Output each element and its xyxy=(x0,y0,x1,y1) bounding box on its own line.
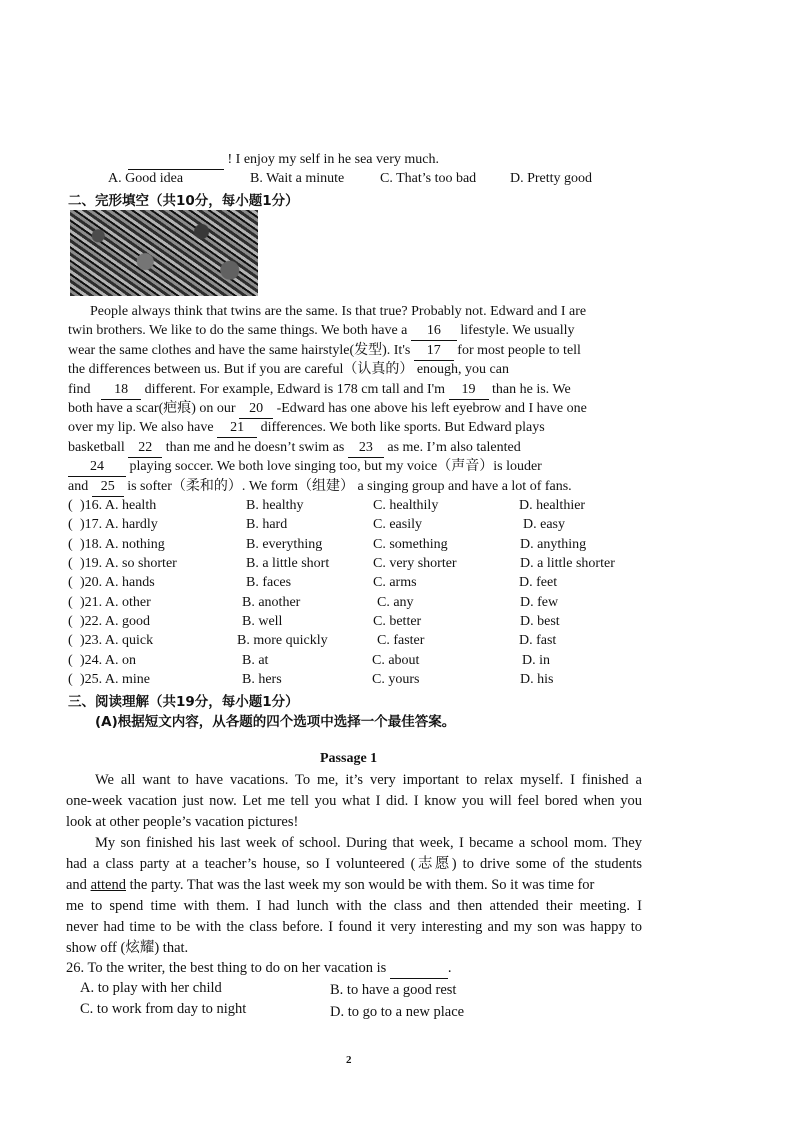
passage-line: show off (炫耀) that. xyxy=(66,940,189,956)
cloze-line: over my lip. We also have 21 differences. We both like sports. But Edward plays xyxy=(68,418,545,438)
section3-instruction: (A)根据短文内容，从各题的四个选项中选择一个最佳答案。 xyxy=(95,714,456,730)
option-d: D. healthier xyxy=(519,498,586,513)
twins-photo xyxy=(70,210,258,296)
cloze-line: find 18 different. For example, Edward is 178 cm tall and I'm 19 than he is. We xyxy=(68,380,571,400)
passage-line: We all want to have vacations. To me, it’s very important to relax myself. I finished a xyxy=(95,772,642,788)
passage-line: me to spend time with them. I had lunch with the class and then attended their meeting. I xyxy=(66,898,642,914)
option-d: D. anything xyxy=(520,537,587,552)
cloze-line: People always think that twins are the same. Is that true? Probably not. Edward and I are xyxy=(90,304,587,319)
passage-line: My son finished his last week of school. During that week, I became a school mom. They xyxy=(95,835,642,851)
cloze-question: ( )16. A. health B. healthy C. healthily D. healthier xyxy=(68,498,586,513)
option-a: )23. A. quick xyxy=(80,633,154,648)
blank-22: 22 xyxy=(128,438,162,458)
option-a: )20. A. hands xyxy=(80,575,155,590)
option-a: )24. A. on xyxy=(80,653,136,668)
section3-heading: 三、阅读理解（共19分，每小题1分） xyxy=(68,694,299,710)
cloze-question: ( )21. A. other B. another C. any D. few xyxy=(68,595,559,610)
option-a: )16. A. health xyxy=(80,498,157,513)
question-26: 26. To the writer, the best thing to do on her vacation is . xyxy=(66,958,452,979)
blank-16: 16 xyxy=(411,321,457,341)
passage-title: Passage 1 xyxy=(320,751,378,766)
option-d: D. a little shorter xyxy=(520,556,615,571)
option-a: )18. A. nothing xyxy=(80,537,165,552)
option-a: )22. A. good xyxy=(80,614,150,629)
option-c: C. very shorter xyxy=(373,556,457,571)
option-c: C. something xyxy=(373,537,448,552)
option-b: B. faces xyxy=(246,575,292,590)
blank-17: 17 xyxy=(414,341,454,361)
blank-23: 23 xyxy=(348,438,384,458)
top-question-stem xyxy=(128,150,439,170)
option-a: )25. A. mine xyxy=(80,672,150,687)
passage-line: look at other people’s vacation pictures! xyxy=(66,814,299,830)
option-c: C. any xyxy=(377,595,414,610)
cloze-question: ( )23. A. quick B. more quickly C. faster D. fast xyxy=(68,633,557,648)
option-d: D. easy xyxy=(523,517,565,532)
option-c: C. faster xyxy=(377,633,425,648)
cloze-question: ( )20. A. hands B. faces C. arms D. feet xyxy=(68,575,558,590)
page-number: 2 xyxy=(346,1054,352,1066)
option-a: )17. A. hardly xyxy=(80,517,158,532)
cloze-line: 24 playing soccer. We both love singing too, but my voice（声音）is louder xyxy=(68,457,542,477)
blank-24: 24 xyxy=(68,457,126,477)
option-b: B. hard xyxy=(246,517,288,532)
option-c: C. about xyxy=(372,653,420,668)
cloze-question: ( )17. A. hardly B. hard C. easily D. easy xyxy=(68,517,565,532)
option-d: D. best xyxy=(520,614,560,629)
cloze-line: both have a scar(疤痕) on our 20 -Edward has one above his left eyebrow and I have one xyxy=(68,399,587,419)
blank-18: 18 xyxy=(101,380,141,400)
question-26-options xyxy=(80,1000,794,1019)
passage-line: one-week vacation just now. Let me tell you what I did. I know you will feel bored when you xyxy=(66,793,642,809)
option-c: C. easily xyxy=(373,517,422,532)
option-d: D. feet xyxy=(519,575,558,590)
cloze-question: ( )19. A. so shorter B. a little short C. very shorter D. a little shorter xyxy=(68,556,615,571)
option-d: D. few xyxy=(520,595,559,610)
option-d: D. in xyxy=(522,653,550,668)
option-b: B. another xyxy=(242,595,301,610)
underlined-word: attend xyxy=(90,877,126,893)
blank-25: 25 xyxy=(92,477,124,497)
cloze-question: ( )18. A. nothing B. everything C. something D. anything xyxy=(68,537,587,552)
option-b: B. to have a good rest xyxy=(330,982,457,998)
option-c: C. arms xyxy=(373,575,417,590)
option-c: C. to work from day to night xyxy=(80,1001,247,1017)
blank-19: 19 xyxy=(449,380,489,400)
cloze-line: basketball 22 than me and he doesn’t swim as 23 as me. I’m also talented xyxy=(68,438,521,458)
question-text: ! I enjoy my self in he sea very much. xyxy=(227,152,439,167)
option-c: C. yours xyxy=(372,672,420,687)
option-b: B. everything xyxy=(246,537,323,552)
cloze-question: ( )22. A. good B. well C. better D. best xyxy=(68,614,560,629)
option-a: A. to play with her child xyxy=(80,980,222,996)
cloze-question: ( )24. A. on B. at C. about D. in xyxy=(68,653,550,668)
cloze-line: and 25 is softer（柔和的）. We form（组建） a singing group and have a lot of fans. xyxy=(68,477,572,497)
option-b: B. well xyxy=(242,614,283,629)
blank-21: 21 xyxy=(217,418,257,438)
cloze-line: wear the same clothes and have the same hairstyle(发型). It's 17 for most people to tell xyxy=(68,341,581,361)
option-b: B. healthy xyxy=(246,498,304,513)
passage-line: and attend the party. That was the last week my son would be with them. So it was time for xyxy=(66,877,595,893)
passage-line: never had time to be with the class before. I found it very interesting and my son was happy to xyxy=(66,919,642,935)
top-question-options xyxy=(108,169,794,188)
option-b: B. at xyxy=(242,653,269,668)
option-c: C. healthily xyxy=(373,498,439,513)
option-d: D. Pretty good xyxy=(510,171,593,186)
option-b: B. a little short xyxy=(246,556,330,571)
option-a: )21. A. other xyxy=(80,595,151,610)
section2-heading: 二、完形填空（共10分，每小题1分） xyxy=(68,193,299,209)
option-d: D. to go to a new place xyxy=(330,1004,465,1020)
cloze-line: the differences between us. But if you are careful（认真的） enough, you can xyxy=(68,362,509,377)
option-a: A. Good idea xyxy=(108,171,184,186)
option-d: D. his xyxy=(520,672,554,687)
cloze-line: twin brothers. We like to do the same things. We both have a 16 lifestyle. We usually xyxy=(68,321,574,341)
passage-line: had a class party at a teacher’s house, so I volunteered (志愿) to drive some of the students xyxy=(66,856,642,872)
option-c: C. better xyxy=(373,614,422,629)
blank-20: 20 xyxy=(239,399,273,419)
option-b: B. hers xyxy=(242,672,282,687)
option-c: C. That’s too bad xyxy=(380,171,477,186)
option-b: B. more quickly xyxy=(237,633,328,648)
question-26-options xyxy=(80,979,794,998)
option-a: )19. A. so shorter xyxy=(80,556,177,571)
answer-blank xyxy=(128,150,224,170)
answer-blank xyxy=(390,958,448,979)
option-b: B. Wait a minute xyxy=(250,171,345,186)
cloze-question: ( )25. A. mine B. hers C. yours D. his xyxy=(68,672,554,687)
option-d: D. fast xyxy=(519,633,557,648)
